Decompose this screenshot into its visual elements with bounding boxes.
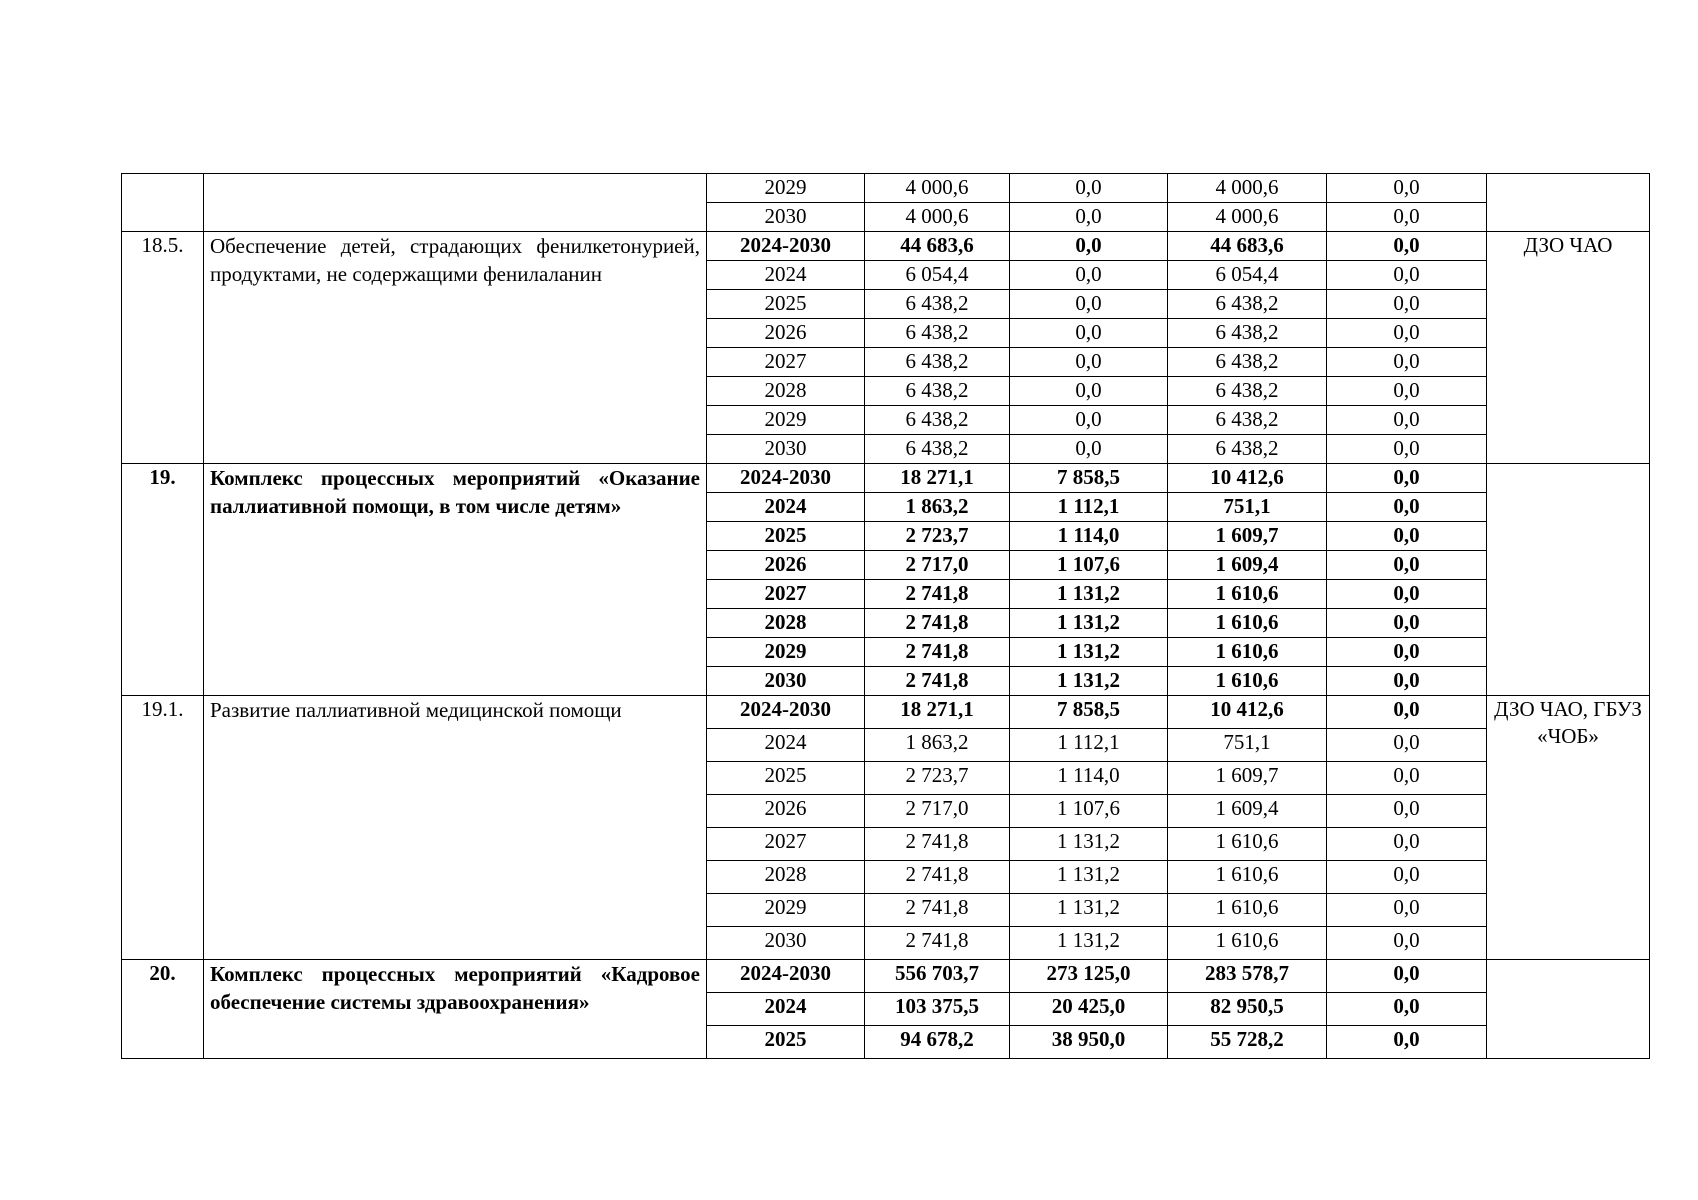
period-cell: 2030	[707, 435, 865, 464]
period-cell: 2024-2030	[707, 232, 865, 261]
period-cell: 2029	[707, 894, 865, 927]
regional-budget-cell: 1 610,6	[1168, 861, 1327, 894]
federal-budget-cell: 1 131,2	[1010, 667, 1168, 696]
total-cell: 2 723,7	[865, 762, 1010, 795]
item-number: 19.	[122, 464, 204, 696]
regional-budget-cell: 1 609,4	[1168, 795, 1327, 828]
regional-budget-cell: 6 438,2	[1168, 406, 1327, 435]
item-number: 18.5.	[122, 232, 204, 464]
table-row	[122, 960, 1650, 993]
federal-budget-cell: 7 858,5	[1010, 696, 1168, 729]
item-name: Комплекс процессных мероприятий «Кадровое обеспечение системы здравоохранения»	[204, 960, 707, 1059]
period-cell: 2024-2030	[707, 464, 865, 493]
regional-budget-cell: 55 728,2	[1168, 1026, 1327, 1059]
other-sources-cell: 0,0	[1327, 609, 1487, 638]
table-row	[122, 696, 1650, 729]
total-cell: 18 271,1	[865, 696, 1010, 729]
item-number: 19.1.	[122, 696, 204, 960]
federal-budget-cell: 0,0	[1010, 435, 1168, 464]
responsible-executor: ДЗО ЧАО, ГБУЗ «ЧОБ»	[1487, 696, 1650, 960]
regional-budget-cell: 751,1	[1168, 729, 1327, 762]
other-sources-cell: 0,0	[1327, 348, 1487, 377]
federal-budget-cell: 1 112,1	[1010, 729, 1168, 762]
total-cell: 2 717,0	[865, 551, 1010, 580]
period-cell: 2027	[707, 828, 865, 861]
total-cell: 2 741,8	[865, 927, 1010, 960]
other-sources-cell: 0,0	[1327, 290, 1487, 319]
other-sources-cell: 0,0	[1327, 993, 1487, 1026]
total-cell: 2 741,8	[865, 861, 1010, 894]
period-cell: 2026	[707, 795, 865, 828]
total-cell: 2 741,8	[865, 894, 1010, 927]
item-number: 20.	[122, 960, 204, 1059]
other-sources-cell: 0,0	[1327, 894, 1487, 927]
period-cell: 2028	[707, 377, 865, 406]
federal-budget-cell: 1 107,6	[1010, 795, 1168, 828]
period-cell: 2024	[707, 261, 865, 290]
total-cell: 2 741,8	[865, 638, 1010, 667]
period-cell: 2027	[707, 348, 865, 377]
federal-budget-cell: 0,0	[1010, 261, 1168, 290]
responsible-executor	[1487, 174, 1650, 232]
federal-budget-cell: 0,0	[1010, 203, 1168, 232]
regional-budget-cell: 1 610,6	[1168, 667, 1327, 696]
other-sources-cell: 0,0	[1327, 580, 1487, 609]
federal-budget-cell: 1 131,2	[1010, 638, 1168, 667]
total-cell: 1 863,2	[865, 729, 1010, 762]
period-cell: 2030	[707, 667, 865, 696]
regional-budget-cell: 1 610,6	[1168, 609, 1327, 638]
regional-budget-cell: 6 054,4	[1168, 261, 1327, 290]
period-cell: 2025	[707, 290, 865, 319]
federal-budget-cell: 1 131,2	[1010, 580, 1168, 609]
other-sources-cell: 0,0	[1327, 828, 1487, 861]
budget-table	[121, 173, 1650, 1059]
other-sources-cell: 0,0	[1327, 638, 1487, 667]
item-name: Обеспечение детей, страдающих фенилкетонурией, продуктами, не содержащими фенилаланин	[204, 232, 707, 464]
total-cell: 6 438,2	[865, 290, 1010, 319]
total-cell: 44 683,6	[865, 232, 1010, 261]
federal-budget-cell: 1 131,2	[1010, 861, 1168, 894]
period-cell: 2030	[707, 203, 865, 232]
total-cell: 4 000,6	[865, 174, 1010, 203]
regional-budget-cell: 6 438,2	[1168, 348, 1327, 377]
federal-budget-cell: 1 131,2	[1010, 927, 1168, 960]
regional-budget-cell: 751,1	[1168, 493, 1327, 522]
other-sources-cell: 0,0	[1327, 522, 1487, 551]
regional-budget-cell: 10 412,6	[1168, 696, 1327, 729]
regional-budget-cell: 1 610,6	[1168, 894, 1327, 927]
other-sources-cell: 0,0	[1327, 729, 1487, 762]
regional-budget-cell: 4 000,6	[1168, 203, 1327, 232]
total-cell: 556 703,7	[865, 960, 1010, 993]
federal-budget-cell: 1 131,2	[1010, 894, 1168, 927]
other-sources-cell: 0,0	[1327, 174, 1487, 203]
total-cell: 2 741,8	[865, 667, 1010, 696]
regional-budget-cell: 1 609,7	[1168, 762, 1327, 795]
item-name: Развитие паллиативной медицинской помощи	[204, 696, 707, 960]
period-cell: 2028	[707, 861, 865, 894]
total-cell: 4 000,6	[865, 203, 1010, 232]
regional-budget-cell: 82 950,5	[1168, 993, 1327, 1026]
federal-budget-cell: 0,0	[1010, 319, 1168, 348]
federal-budget-cell: 1 107,6	[1010, 551, 1168, 580]
period-cell: 2026	[707, 551, 865, 580]
period-cell: 2029	[707, 174, 865, 203]
regional-budget-cell: 1 610,6	[1168, 638, 1327, 667]
federal-budget-cell: 20 425,0	[1010, 993, 1168, 1026]
other-sources-cell: 0,0	[1327, 762, 1487, 795]
other-sources-cell: 0,0	[1327, 927, 1487, 960]
period-cell: 2026	[707, 319, 865, 348]
federal-budget-cell: 1 112,1	[1010, 493, 1168, 522]
federal-budget-cell: 38 950,0	[1010, 1026, 1168, 1059]
table-body	[122, 174, 1650, 1059]
period-cell: 2024	[707, 729, 865, 762]
total-cell: 6 054,4	[865, 261, 1010, 290]
other-sources-cell: 0,0	[1327, 319, 1487, 348]
total-cell: 2 717,0	[865, 795, 1010, 828]
federal-budget-cell: 7 858,5	[1010, 464, 1168, 493]
responsible-executor	[1487, 464, 1650, 696]
regional-budget-cell: 44 683,6	[1168, 232, 1327, 261]
period-cell: 2030	[707, 927, 865, 960]
period-cell: 2028	[707, 609, 865, 638]
period-cell: 2024-2030	[707, 960, 865, 993]
total-cell: 6 438,2	[865, 377, 1010, 406]
federal-budget-cell: 0,0	[1010, 174, 1168, 203]
regional-budget-cell: 6 438,2	[1168, 319, 1327, 348]
regional-budget-cell: 283 578,7	[1168, 960, 1327, 993]
responsible-executor	[1487, 960, 1650, 1059]
regional-budget-cell: 6 438,2	[1168, 435, 1327, 464]
period-cell: 2024	[707, 493, 865, 522]
period-cell: 2024-2030	[707, 696, 865, 729]
period-cell: 2025	[707, 762, 865, 795]
responsible-executor: ДЗО ЧАО	[1487, 232, 1650, 464]
period-cell: 2024	[707, 993, 865, 1026]
other-sources-cell: 0,0	[1327, 464, 1487, 493]
table-row	[122, 232, 1650, 261]
regional-budget-cell: 1 609,7	[1168, 522, 1327, 551]
other-sources-cell: 0,0	[1327, 696, 1487, 729]
total-cell: 2 741,8	[865, 609, 1010, 638]
federal-budget-cell: 0,0	[1010, 348, 1168, 377]
federal-budget-cell: 1 131,2	[1010, 828, 1168, 861]
regional-budget-cell: 10 412,6	[1168, 464, 1327, 493]
other-sources-cell: 0,0	[1327, 232, 1487, 261]
federal-budget-cell: 1 114,0	[1010, 762, 1168, 795]
regional-budget-cell: 1 610,6	[1168, 828, 1327, 861]
other-sources-cell: 0,0	[1327, 261, 1487, 290]
regional-budget-cell: 6 438,2	[1168, 290, 1327, 319]
total-cell: 6 438,2	[865, 348, 1010, 377]
other-sources-cell: 0,0	[1327, 493, 1487, 522]
total-cell: 103 375,5	[865, 993, 1010, 1026]
federal-budget-cell: 0,0	[1010, 377, 1168, 406]
period-cell: 2027	[707, 580, 865, 609]
other-sources-cell: 0,0	[1327, 551, 1487, 580]
federal-budget-cell: 273 125,0	[1010, 960, 1168, 993]
other-sources-cell: 0,0	[1327, 795, 1487, 828]
total-cell: 6 438,2	[865, 319, 1010, 348]
federal-budget-cell: 1 114,0	[1010, 522, 1168, 551]
federal-budget-cell: 0,0	[1010, 290, 1168, 319]
federal-budget-cell: 0,0	[1010, 232, 1168, 261]
federal-budget-cell: 1 131,2	[1010, 609, 1168, 638]
other-sources-cell: 0,0	[1327, 406, 1487, 435]
regional-budget-cell: 6 438,2	[1168, 377, 1327, 406]
table-row	[122, 174, 1650, 203]
regional-budget-cell: 4 000,6	[1168, 174, 1327, 203]
item-name	[204, 174, 707, 232]
other-sources-cell: 0,0	[1327, 1026, 1487, 1059]
period-cell: 2029	[707, 406, 865, 435]
period-cell: 2025	[707, 522, 865, 551]
total-cell: 2 723,7	[865, 522, 1010, 551]
period-cell: 2029	[707, 638, 865, 667]
total-cell: 6 438,2	[865, 435, 1010, 464]
federal-budget-cell: 0,0	[1010, 406, 1168, 435]
total-cell: 1 863,2	[865, 493, 1010, 522]
other-sources-cell: 0,0	[1327, 960, 1487, 993]
table-row	[122, 464, 1650, 493]
total-cell: 18 271,1	[865, 464, 1010, 493]
item-number	[122, 174, 204, 232]
total-cell: 6 438,2	[865, 406, 1010, 435]
total-cell: 2 741,8	[865, 580, 1010, 609]
total-cell: 2 741,8	[865, 828, 1010, 861]
other-sources-cell: 0,0	[1327, 435, 1487, 464]
regional-budget-cell: 1 610,6	[1168, 580, 1327, 609]
regional-budget-cell: 1 610,6	[1168, 927, 1327, 960]
other-sources-cell: 0,0	[1327, 667, 1487, 696]
other-sources-cell: 0,0	[1327, 861, 1487, 894]
total-cell: 94 678,2	[865, 1026, 1010, 1059]
item-name: Комплекс процессных мероприятий «Оказание паллиативной помощи, в том числе детям»	[204, 464, 707, 696]
period-cell: 2025	[707, 1026, 865, 1059]
other-sources-cell: 0,0	[1327, 377, 1487, 406]
other-sources-cell: 0,0	[1327, 203, 1487, 232]
regional-budget-cell: 1 609,4	[1168, 551, 1327, 580]
